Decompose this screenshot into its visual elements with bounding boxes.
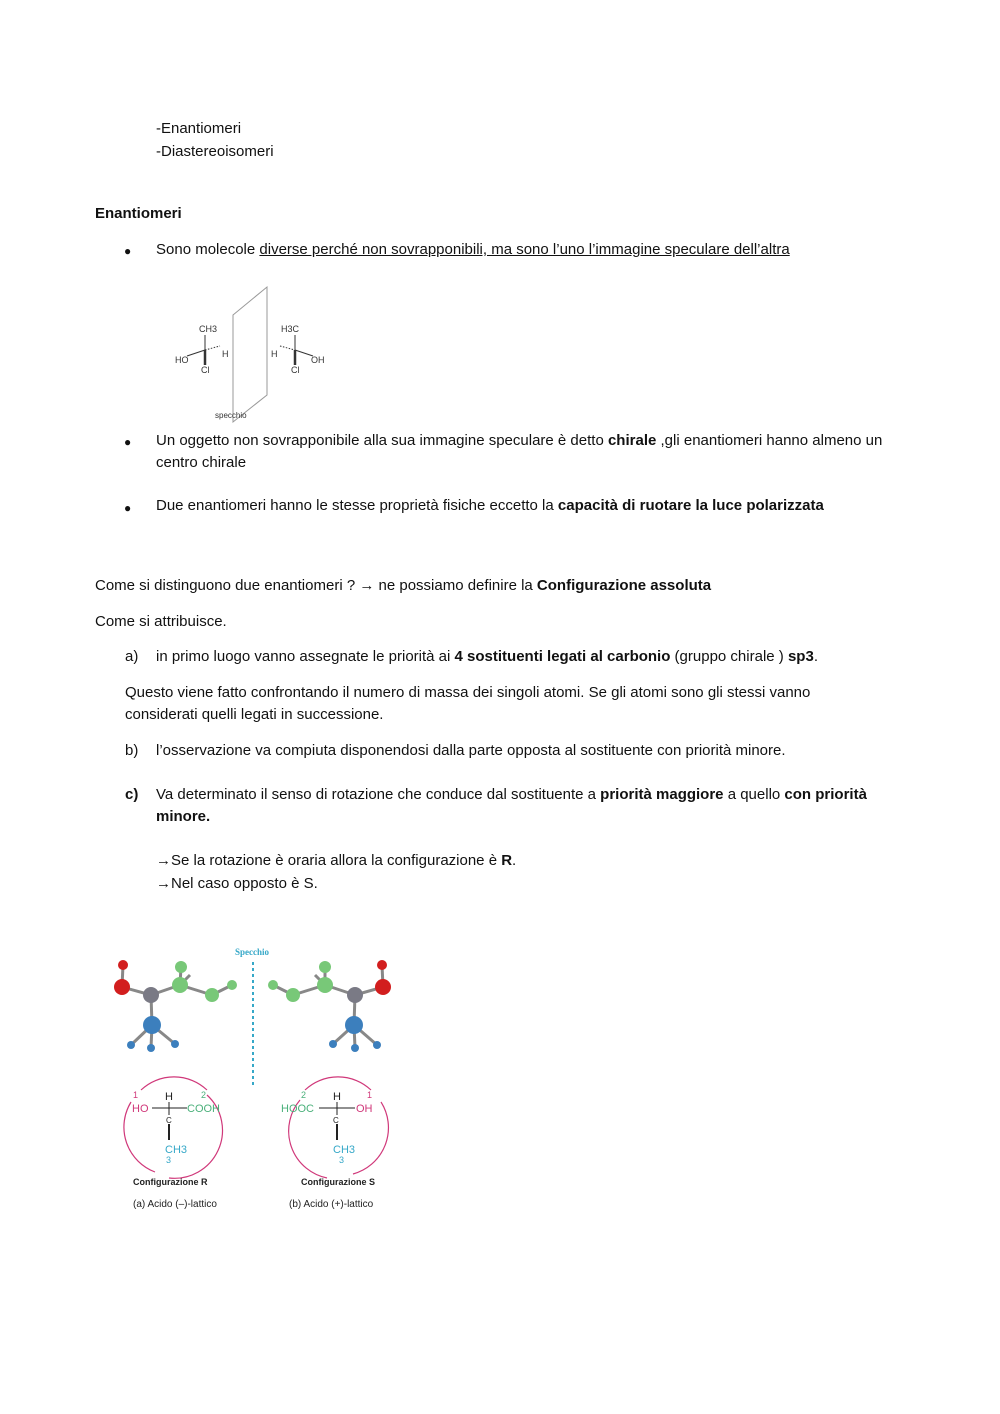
config-r-label: Configurazione R [133,1177,208,1187]
section-title: Enantiomeri [95,205,182,222]
config-r-structure [124,1077,223,1210]
bullet-1-underlined: diverse perché non sovrapponibili, ma sono l’uno l’immagine speculare dell’altra [259,241,790,258]
h-label: H [165,1091,173,1103]
priority-2: 2 [201,1090,207,1100]
step-b-text: l’osservazione va compiuta disponendosi dalla parte opposta al sostituente con priorità minore. [156,742,786,759]
step-b-label: b) [125,742,139,759]
bullet-dot: ● [124,501,132,515]
arrow-icon: → [156,852,171,869]
left-top-label: CH3 [199,324,218,334]
priority-2: 2 [301,1090,307,1100]
left-bottom-label: Cl [201,365,210,375]
how-line: Come si attribuisce. [95,613,227,630]
left-molecule [175,324,229,375]
lactic-acid-figure [105,940,405,1215]
rule-s: →Nel caso opposto è S. [156,875,318,892]
rule-r: →Se la rotazione è oraria allora la configurazione è R. [156,852,517,869]
cooh-label: COOH [187,1103,220,1115]
step-a-label: a) [125,648,139,665]
right-left-label: H [271,349,278,359]
c-label: C [166,1116,172,1125]
enantiomer-mirror-figure [165,280,340,425]
mirror-label: Specchio [235,947,270,957]
bullet-dot: ● [124,244,132,258]
arrow-icon: → [156,875,171,892]
c-label: C [333,1116,339,1125]
left-ball-stick-model [114,960,237,1052]
mirror-label: specchio [215,411,247,420]
list-item-diastereoisomeri: -Diastereoisomeri [156,143,274,160]
step-a-text: in primo luogo vanno assegnate le priorità ai 4 sostituenti legati al carbonio (gruppo chirale ) sp3. [156,648,818,665]
left-left-label: HO [175,355,189,365]
left-right-label: H [222,349,229,359]
arrow-icon: → [359,577,375,594]
bullet-3-text: Due enantiomeri hanno le stesse proprietà fisiche eccetto la capacità di ruotare la luce polarizzata [156,497,824,514]
oh-label: OH [356,1103,373,1115]
priority-3: 3 [166,1155,172,1165]
right-molecule [271,324,325,375]
priority-1: 1 [133,1090,139,1100]
acid-b-label: (b) Acido (+)-lattico [289,1199,374,1210]
mirror-plane [233,287,267,422]
step-c-text: Va determinato il senso di rotazione che conduce dal sostituente a priorità maggiore a quello con priorità minore. [156,786,867,825]
ch3-label: CH3 [333,1144,356,1156]
right-ball-stick-model [268,960,391,1052]
bullet-1-text: Sono molecole diverse perché non sovrapponibili, ma sono l’uno l’immagine speculare dell’altra [156,241,790,258]
right-top-label: H3C [281,324,300,334]
step-c-label: c) [125,786,139,803]
right-right-label: OH [311,355,325,365]
priority-1: 1 [367,1090,373,1100]
question-line: Come si distinguono due enantiomeri ? → ne possiamo definire la Configurazione assoluta [95,577,712,594]
bullet-2-text: Un oggetto non sovrapponibile alla sua immagine speculare è detto chirale ,gli enantiomeri hanno almeno un centro chirale [156,432,883,471]
priority-3: 3 [339,1155,345,1165]
ch3-label: CH3 [165,1144,188,1156]
hooc-label: HOOC [281,1103,314,1115]
ho-label: HO [132,1103,149,1115]
step-a-note: Questo viene fatto confrontando il numero di massa dei singoli atomi. Se gli atomi sono gli stessi vanno considerati quelli legati in successione. [125,684,811,723]
config-s-label: Configurazione S [301,1177,375,1187]
right-bottom-label: Cl [291,365,300,375]
list-item-enantiomeri: -Enantiomeri [156,120,242,137]
bullet-dot: ● [124,435,132,449]
h-label: H [333,1091,341,1103]
acid-a-label: (a) Acido (–)-lattico [133,1199,217,1210]
config-s-structure [281,1077,388,1210]
